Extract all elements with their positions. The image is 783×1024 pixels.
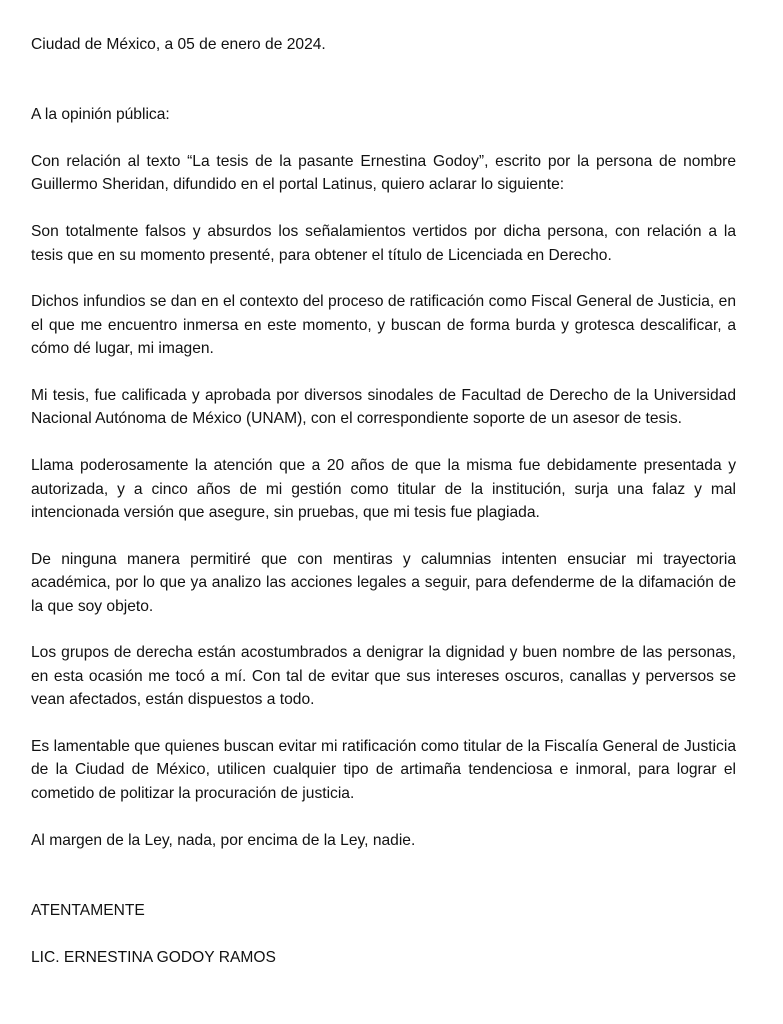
closing: ATENTAMENTE (31, 901, 145, 919)
paragraph-5: Llama poderosamente la atención que a 20 años de que la misma fue debidamente presentada y autorizada, y a cinco años de mi gestión como titular de la institución, surja una falaz y mal intencionada versión que asegure, sin pruebas, que mi tesis fue plagiada. (31, 457, 736, 522)
salutation: A la opinión pública: (31, 106, 170, 124)
signature-name: LIC. ERNESTINA GODOY RAMOS (31, 948, 276, 966)
letter-page (31, 33, 736, 969)
paragraph-9: Al margen de la Ley, nada, por encima de la Ley, nadie. (31, 831, 416, 849)
paragraph-1: Con relación al texto “La tesis de la pasante Ernestina Godoy”, escrito por la persona de nombre Guillermo Sheridan, difundido en el portal Latinus, quiero aclarar lo siguiente: (31, 153, 736, 194)
date-line: Ciudad de México, a 05 de enero de 2024. (31, 36, 326, 53)
paragraph-4: Mi tesis, fue calificada y aprobada por diversos sinodales de Facultad de Derecho de la Universidad Nacional Autónoma de México (UNAM), con el correspondiente soporte de un asesor de tesis. (31, 387, 736, 428)
paragraph-2: Son totalmente falsos y absurdos los señalamientos vertidos por dicha persona, con relación a la tesis que en su momento presenté, para obtener el título de Licenciada en Derecho. (31, 223, 736, 264)
paragraph-3: Dichos infundios se dan en el contexto del proceso de ratificación como Fiscal General de Justicia, en el que me encuentro inmersa en este momento, y buscan de forma burda y grotesca descalificar, a cómo dé lugar, mi imagen. (31, 293, 736, 358)
paragraph-8: Es lamentable que quienes buscan evitar mi ratificación como titular de la Fiscalía General de Justicia de la Ciudad de México, utilicen cualquier tipo de artimaña tendenciosa e inmoral, para lograr el cometido de politizar la procuración de justicia. (31, 738, 736, 802)
paragraph-6: De ninguna manera permitiré que con mentiras y calumnias intenten ensuciar mi trayectoria académica, por lo que ya analizo las acciones legales a seguir, para defenderme de la difamación de la que soy objeto. (31, 550, 736, 615)
paragraph-7: Los grupos de derecha están acostumbrados a denigrar la dignidad y buen nombre de las personas, en esta ocasión me tocó a mí. Con tal de evitar que sus intereses oscuros, canallas y perversos se vean afectados, están dispuestos a todo. (31, 644, 736, 709)
